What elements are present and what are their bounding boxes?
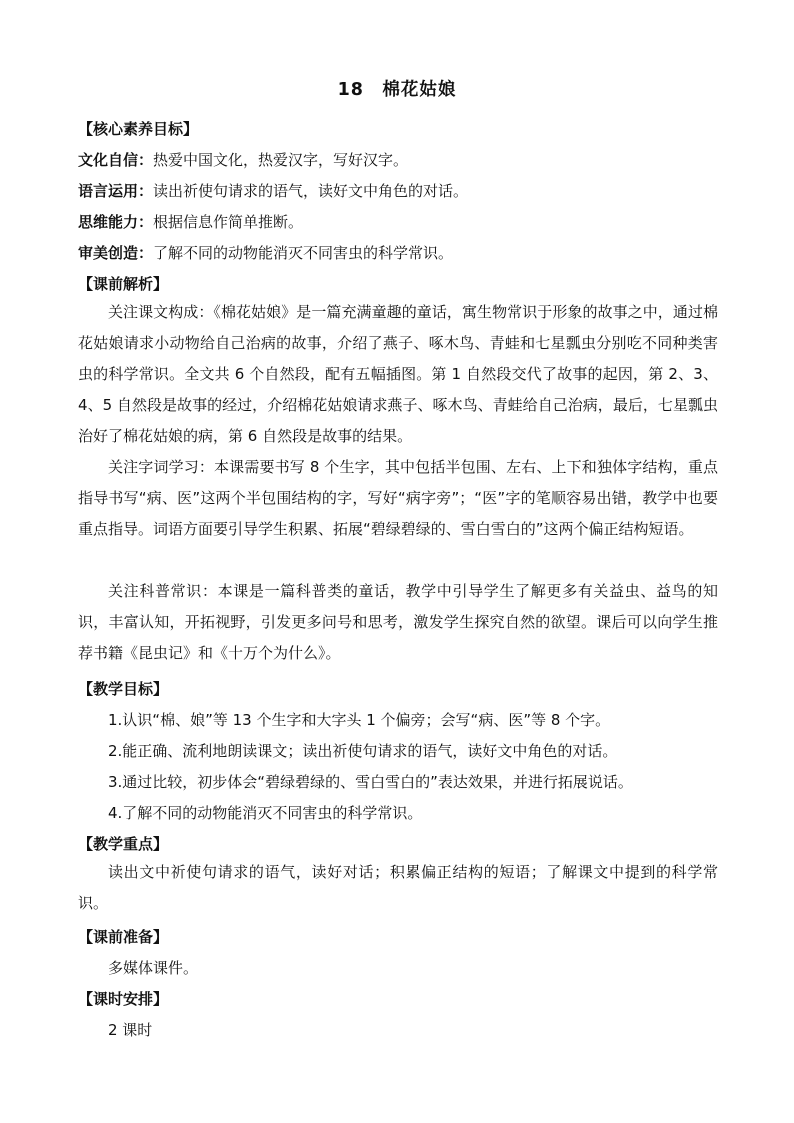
schedule-text: 2 课时 [108, 1021, 153, 1039]
teaching-goal-item: 3.通过比较，初步体会“碧绿碧绿的、雪白雪白的”表达效果，并进行拓展说话。 [108, 773, 633, 791]
goal-label: 语言运用： [78, 182, 154, 200]
teaching-goal-item: 4.了解不同的动物能消灭不同害虫的科学常识。 [108, 804, 423, 822]
heading-pre-analysis: 【课前解析】 [78, 275, 169, 293]
heading-key-points: 【教学重点】 [78, 835, 169, 853]
goal-label: 文化自信： [78, 151, 154, 169]
preparation-text: 多媒体课件。 [108, 959, 199, 977]
goal-label: 思维能力： [78, 213, 154, 231]
analysis-paragraph-science: 关注科普常识：本课是一篇科普类的童话，教学中引导学生了解更多有关益虫、益鸟的知识，丰富认知，开拓视野，引发更多问号和思考，激发学生探究自然的欲望。课后可以向学生推荐书籍《昆虫记》和《十万个为什么》。 [78, 582, 718, 662]
page-title: 18 棉花姑娘 [337, 80, 457, 100]
goal-text: 了解不同的动物能消灭不同害虫的科学常识。 [153, 244, 454, 262]
analysis-paragraph-structure: 关注课文构成：《棉花姑娘》是一篇充满童趣的童话，寓生物常识于形象的故事之中，通过棉花姑娘请求小动物给自己治病的故事，介绍了燕子、啄木鸟、青蛙和七星瓢虫分别吃不同种类害虫的科学常识。全文共 6 个自然段，配有五幅插图。第 1 自然段交代了故事的起因，第 2、3、4、5 自然段是故事的经过，介绍棉花姑娘请求燕子、啄木鸟、青蛙给自己治病，最后，七星瓢虫治好了棉花姑娘的病，第 6 自然段是故事的结果。 [78, 303, 718, 445]
goal-label: 审美创造： [78, 244, 154, 262]
goal-line-aesthetic [78, 242, 453, 263]
key-points-text: 读出文中祈使句请求的语气，读好对话；积累偏正结构的短语；了解课文中提到的科学常识。 [78, 863, 718, 912]
goal-text: 热爱中国文化，热爱汉字，写好汉字。 [153, 151, 409, 169]
heading-core-literacy: 【核心素养目标】 [78, 120, 199, 138]
analysis-paragraph-words: 关注字词学习：本课需要书写 8 个生字，其中包括半包围、左右、上下和独体字结构，重点指导书写“病、医”这两个半包围结构的字，写好“病字旁”；“医”字的笔顺容易出错，教学中也要重点指导。词语方面要引导学生积累、拓展“碧绿碧绿的、雪白雪白的”这两个偏正结构短语。 [78, 458, 718, 538]
heading-teaching-goals: 【教学目标】 [78, 680, 169, 698]
goal-line-language [78, 180, 468, 201]
goal-text: 读出祈使句请求的语气，读好文中角色的对话。 [153, 182, 469, 200]
teaching-goal-item: 1.认识“棉、娘”等 13 个生字和大字头 1 个偏旁；会写“病、医”等 8 个字。 [108, 711, 611, 729]
goal-line-culture [78, 149, 408, 170]
heading-schedule: 【课时安排】 [78, 990, 169, 1008]
goal-text: 根据信息作简单推断。 [153, 213, 304, 231]
teaching-goal-item: 2.能正确、流利地朗读课文；读出祈使句请求的语气，读好文中角色的对话。 [108, 742, 618, 760]
heading-preparation: 【课前准备】 [78, 928, 169, 946]
goal-line-thinking [78, 211, 303, 232]
